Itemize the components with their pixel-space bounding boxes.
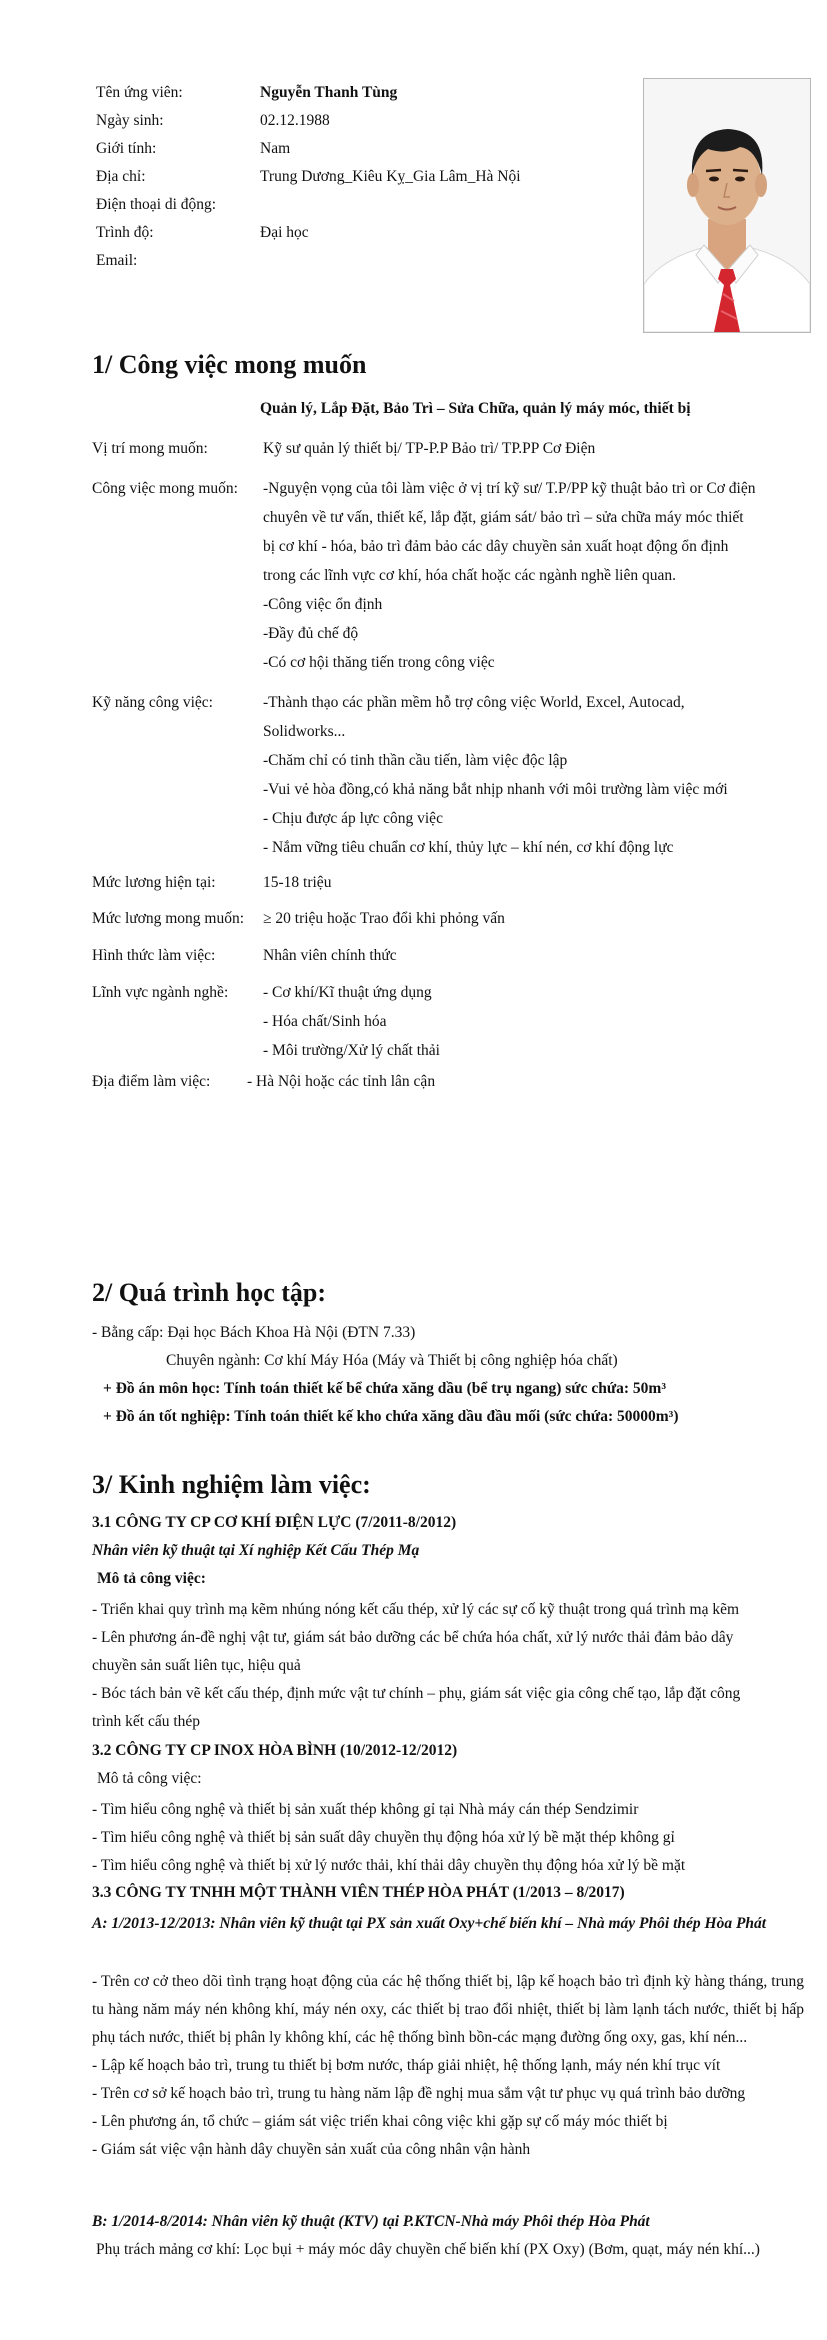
list-item: - Lên phương án, tổ chức – giám sát việc triển khai công việc khi gặp sự cố máy móc thiết bị [92, 2113, 668, 2130]
list-item: -Có cơ hội thăng tiến trong công việc [263, 654, 495, 671]
work-form-value: Nhân viên chính thức [263, 947, 397, 964]
list-item: chuyền sản suất liên tục, hiệu quả [92, 1657, 301, 1674]
list-item: chuyên về tư vấn, thiết kế, lắp đặt, giám sát/ bảo trì – sửa chữa máy móc thiết [263, 509, 744, 526]
major: Chuyên ngành: Cơ khí Máy Hóa (Máy và Thiết bị công nghiệp hóa chất) [166, 1352, 618, 1369]
company-2-desc-label: Mô tả công việc: [97, 1770, 202, 1787]
list-item: - Nắm vững tiêu chuẩn cơ khí, thủy lực – khí nén, cơ khí động lực [263, 839, 674, 856]
job-label: Công việc mong muốn: [92, 480, 238, 497]
list-item: - Tìm hiểu công nghệ và thiết bị sản xuất thép không gỉ tại Nhà máy cán thép Sendzimir [92, 1801, 639, 1818]
address-label: Địa chỉ: [96, 168, 146, 185]
list-item: - Trên cơ sở kế hoạch bảo trì, trung tu hàng năm lập đề nghị mua sắm vật tư phục vụ quá trình bảo dưỡng [92, 2085, 746, 2102]
gender-label: Giới tính: [96, 140, 157, 157]
company-3-role-b: B: 1/2014-8/2014: Nhân viên kỹ thuật (KTV) tại P.KTCN-Nhà máy Phôi thép Hòa Phát [92, 2213, 650, 2230]
job-list [263, 474, 755, 677]
position-label: Vị trí mong muốn: [92, 440, 208, 457]
company-2-title: 3.2 CÔNG TY CP INOX HÒA BÌNH (10/2012-12/2012) [92, 1742, 458, 1759]
email-label: Email: [96, 252, 138, 269]
address-value: Trung Dương_Kiêu Kỵ_Gia Lâm_Hà Nội [260, 168, 521, 185]
phone-label: Điện thoại di động: [96, 196, 217, 213]
list-item: trình kết cấu thép [92, 1713, 201, 1730]
place-value: - Hà Nội hoặc các tỉnh lân cận [247, 1073, 436, 1090]
company-1-role: Nhân viên kỹ thuật tại Xí nghiệp Kết Cấu Thép Mạ [92, 1542, 420, 1559]
list-item: - Tìm hiểu công nghệ và thiết bị sản suất dây chuyền thụ động hóa xử lý bề mặt thép không gỉ [92, 1829, 675, 1846]
field-label: Lĩnh vực ngành nghề: [92, 984, 229, 1001]
list-item: -Công việc ổn định [263, 596, 383, 613]
profile-photo [643, 78, 811, 333]
current-salary-label: Mức lương hiện tại: [92, 874, 216, 891]
name-value: Nguyễn Thanh Tùng [260, 84, 398, 101]
expected-salary-label: Mức lương mong muốn: [92, 910, 245, 927]
section2-heading: 2/ Quá trình học tập: [92, 1278, 327, 1307]
list-item: bị cơ khí - hóa, bảo trì đảm bảo các dây chuyền sản xuất hoạt động ổn định [263, 538, 729, 555]
project-2: + Đồ án tốt nghiệp: Tính toán thiết kế kho chứa xăng dầu đầu mối (sức chứa: 50000m³) [103, 1408, 679, 1425]
company-2-duties [92, 1796, 804, 1880]
field-list [263, 978, 440, 1065]
current-salary-value: 15-18 triệu [263, 874, 332, 891]
list-item: - Trên cơ cở theo dõi tình trạng hoạt động của các hệ thống thiết bị, lập kế hoạch bảo trì định kỳ hàng tháng, trung tu hàng năm máy nén không khí, máy nén oxy, các thiết bị trao đổi nhiệt, thiết bị làm lạnh tách nước, thiết bị hấp phụ tách nước, thiết bị phân ly không khí, các hệ thống bình bồn-các mạng đường ống oxy, gas, khí nén... [92, 1973, 804, 2046]
name-label: Tên ứng viên: [96, 84, 183, 101]
section3-heading: 3/ Kinh nghiệm làm việc: [92, 1470, 371, 1499]
project-1: + Đồ án môn học: Tính toán thiết kế bể chứa xăng dầu (bể trụ ngang) sức chứa: 50m³ [103, 1380, 666, 1397]
list-item: -Nguyện vọng của tôi làm việc ở vị trí kỹ sư/ T.P/PP kỹ thuật bảo trì or Cơ điện [263, 480, 756, 497]
level-label: Trình độ: [96, 224, 154, 241]
list-item: - Lập kế hoạch bảo trì, trung tu thiết bị bơm nước, tháp giải nhiệt, hệ thống lạnh, máy nén khí trục vít [92, 2057, 721, 2074]
list-item: - Tìm hiểu công nghệ và thiết bị xử lý nước thải, khí thải dây chuyền thụ động hóa xử lý bề mặt [92, 1857, 686, 1874]
level-value: Đại học [260, 224, 309, 241]
company-3-role-a: A: 1/2013-12/2013: Nhân viên kỹ thuật tại PX sản xuất Oxy+chế biến khí – Nhà máy Phôi thép Hòa Phát [92, 1915, 767, 1932]
section1-heading: 1/ Công việc mong muốn [92, 350, 367, 379]
position-value: Kỹ sư quản lý thiết bị/ TP-P.P Bảo trì/ TP.PP Cơ Điện [263, 440, 596, 457]
list-item: - Giám sát việc vận hành dây chuyền sản xuất của công nhân vận hành [92, 2141, 531, 2158]
section1-subtitle: Quản lý, Lắp Đặt, Bảo Trì – Sửa Chữa, quản lý máy móc, thiết bị [260, 400, 691, 417]
list-item: -Đầy đủ chế độ [263, 625, 359, 642]
list-item: trong các lĩnh vực cơ khí, hóa chất hoặc các ngành nghề liên quan. [263, 567, 676, 584]
company-3-title: 3.3 CÔNG TY TNHH MỘT THÀNH VIÊN THÉP HÒA PHÁT (1/2013 – 8/2017) [92, 1884, 625, 1901]
list-item: -Chăm chỉ có tinh thần cầu tiến, làm việc độc lập [263, 752, 568, 769]
list-item: - Triển khai quy trình mạ kẽm nhúng nóng kết cấu thép, xử lý các sự cố kỹ thuật trong quá trình mạ kẽm [92, 1601, 740, 1618]
company-1-desc-label: Mô tả công việc: [97, 1570, 206, 1587]
list-item: -Thành thạo các phần mềm hỗ trợ công việc World, Excel, Autocad, [263, 694, 685, 711]
person-photo-icon [644, 79, 810, 332]
dob-label: Ngày sinh: [96, 112, 164, 129]
work-form-label: Hình thức làm việc: [92, 947, 216, 964]
list-item: - Lên phương án-đề nghị vật tư, giám sát bảo dưỡng các bể chứa hóa chất, xử lý nước thải đảm bảo dây [92, 1629, 734, 1646]
list-item: -Vui vẻ hòa đồng,có khả năng bắt nhịp nhanh với môi trường làm việc mới [263, 781, 728, 798]
company-1-title: 3.1 CÔNG TY CP CƠ KHÍ ĐIỆN LỰC (7/2011-8/2012) [92, 1514, 457, 1531]
skills-label: Kỹ năng công việc: [92, 694, 213, 711]
list-item: Solidworks... [263, 723, 346, 740]
list-item: - Bóc tách bản vẽ kết cấu thép, định mức vật tư chính – phụ, giám sát việc gia công chế tạo, lắp đặt công [92, 1685, 741, 1702]
list-item: - Môi trường/Xử lý chất thải [263, 1042, 440, 1059]
place-label: Địa điểm làm việc: [92, 1073, 211, 1090]
list-item: - Cơ khí/Kĩ thuật ứng dụng [263, 984, 432, 1001]
dob-value: 02.12.1988 [260, 112, 330, 129]
expected-salary-value: ≥ 20 triệu hoặc Trao đổi khi phỏng vấn [263, 910, 505, 927]
company-1-duties [92, 1596, 804, 1736]
company-3-duties-b: Phụ trách mảng cơ khí: Lọc bụi + máy móc dây chuyền chế biến khí (PX Oxy) (Bơm, quạt, máy nén khí...) [96, 2241, 760, 2258]
skills-list [263, 688, 728, 862]
list-item: - Hóa chất/Sinh hóa [263, 1013, 387, 1030]
gender-value: Nam [260, 140, 291, 157]
list-item: - Chịu được áp lực công việc [263, 810, 443, 827]
company-3-duties-a [92, 1968, 804, 2164]
degree: - Bằng cấp: Đại học Bách Khoa Hà Nội (ĐTN 7.33) [92, 1324, 416, 1341]
